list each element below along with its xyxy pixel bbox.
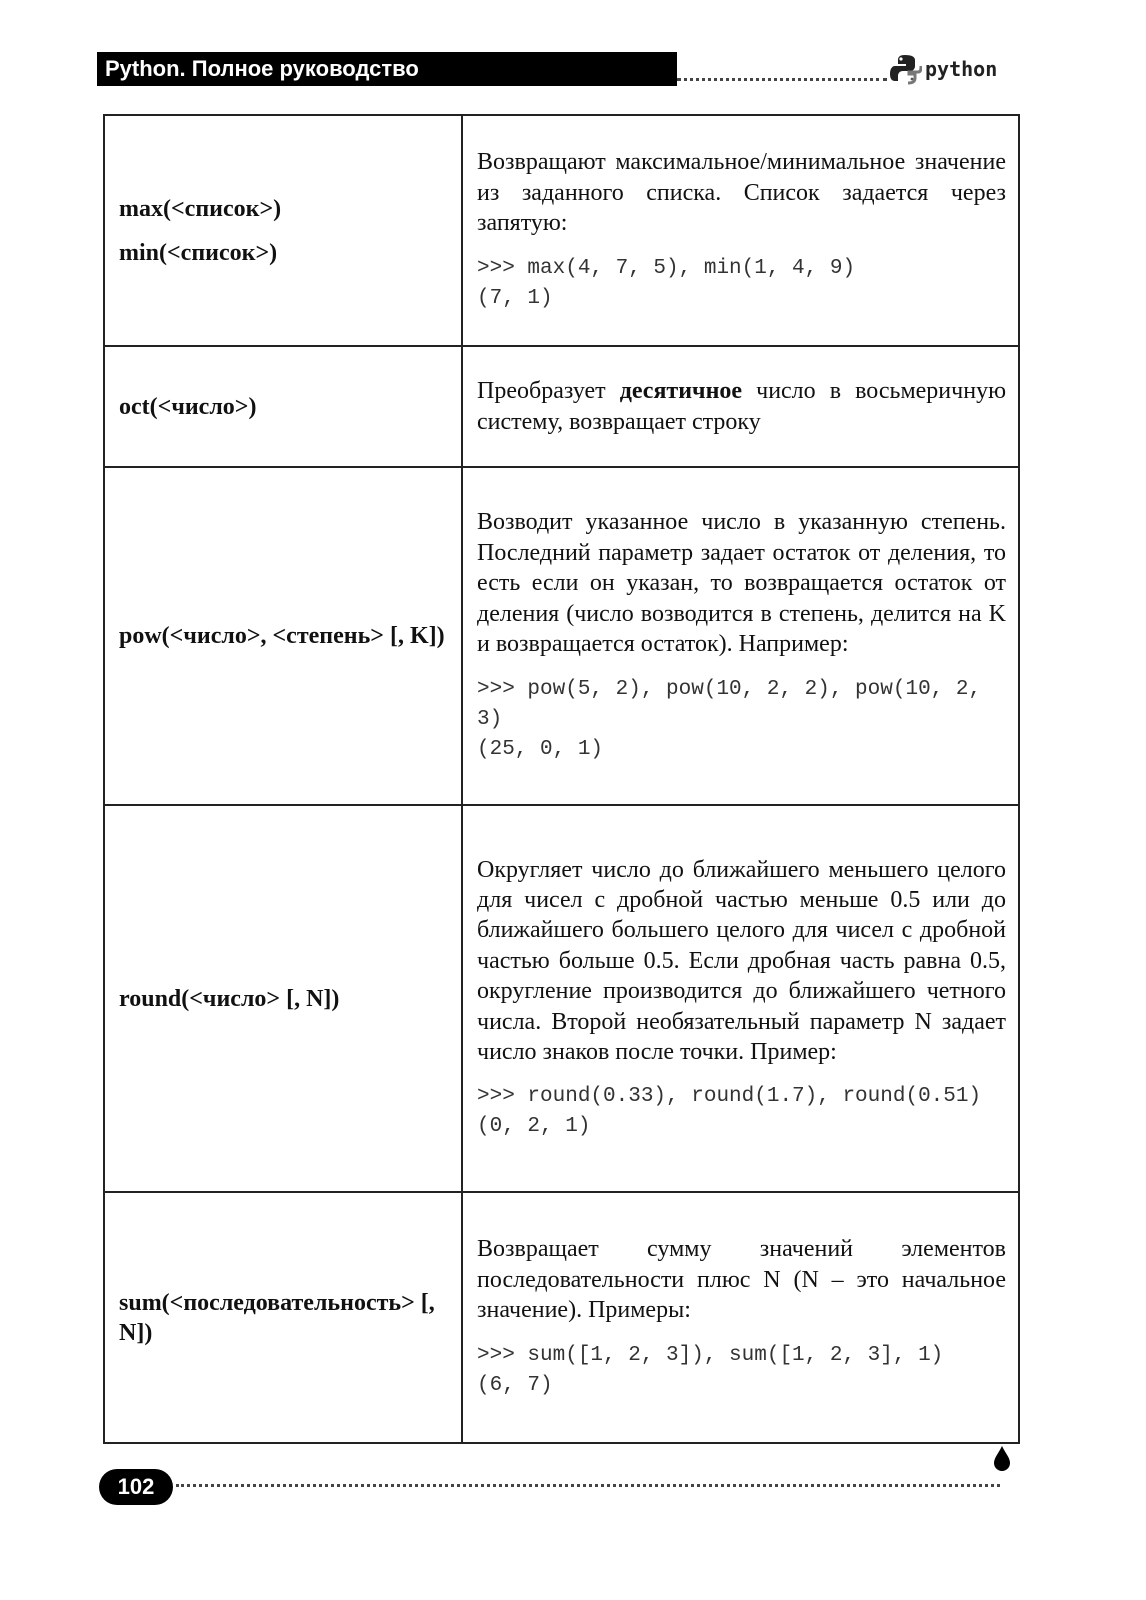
functions-table	[103, 114, 1020, 1444]
code-line: (25, 0, 1)	[477, 737, 604, 761]
python-logo	[888, 52, 1008, 86]
function-description-cell	[462, 467, 1019, 805]
emphasized-term: десятичное	[619, 378, 743, 405]
description-text	[477, 855, 1006, 1068]
description-segment: Возводит указанное число в указанную степень. Последний параметр задает остаток от деления, то есть если он указан, то возвращается остаток от деления (число возводится в степень, делится на K и возвращается остаток). Например:	[477, 509, 1006, 658]
function-description-cell	[462, 346, 1019, 467]
footer-drop-icon	[992, 1444, 1012, 1472]
code-line: (7, 1)	[477, 286, 553, 310]
description-segment: Возвращает сумму значений элементов последовательности плюс N (N – это начальное значение). Примеры:	[477, 1236, 1006, 1324]
description-text	[477, 507, 1006, 659]
description-segment: Округляет число до ближайшего меньшего целого для чисел с дробной частью меньше 0.5 или до ближайшего большего целого для чисел с дробной частью больше 0.5. Если дробная часть равна 0.5, округление производится до ближайшего четного числа. Второй необязательный параметр N задает число знаков после точки. Пример:	[477, 856, 1006, 1066]
function-description-cell	[462, 805, 1019, 1192]
function-signature-cell	[104, 115, 462, 346]
function-description-cell	[462, 115, 1019, 346]
code-line: >>> round(0.33), round(1.7), round(0.51)	[477, 1085, 982, 1109]
function-signature: pow(<число>, <степень> [, K])	[119, 623, 445, 649]
logo-text: python	[925, 57, 998, 81]
code-line: >>> sum([1, 2, 3]), sum([1, 2, 3], 1)	[477, 1343, 944, 1367]
description-segment: число в восьмеричную систему, возвращает строку	[477, 378, 1006, 435]
description-segment: Преобразует	[477, 378, 620, 405]
table-row	[104, 805, 1019, 1192]
function-signature-cell	[104, 467, 462, 805]
code-example	[477, 675, 1006, 765]
function-signature-cell	[104, 805, 462, 1192]
code-line: (6, 7)	[477, 1373, 553, 1397]
function-signature: sum(<последовательность> [, N])	[119, 1289, 435, 1346]
table-row	[104, 346, 1019, 467]
function-signature-cell	[104, 1192, 462, 1443]
code-example	[477, 1082, 1006, 1142]
code-line: (0, 2, 1)	[477, 1115, 591, 1139]
function-signature-cell	[104, 346, 462, 467]
function-signature: min(<список>)	[119, 239, 278, 266]
running-header-title: Python. Полное руководство	[97, 52, 677, 86]
description-text	[477, 1234, 1006, 1325]
page-number: 102	[99, 1469, 173, 1505]
code-example	[477, 1341, 1006, 1401]
header-dotted-rule	[677, 78, 887, 81]
function-description-cell	[462, 1192, 1019, 1443]
function-signature: oct(<число>)	[119, 393, 257, 420]
table-row	[104, 467, 1019, 805]
table-row	[104, 115, 1019, 346]
code-example	[477, 254, 1006, 314]
footer-dotted-rule	[176, 1484, 1000, 1487]
code-line: >>> pow(5, 2), pow(10, 2, 2), pow(10, 2, 3)	[477, 677, 994, 731]
python-snake-icon	[888, 52, 922, 86]
function-signature: max(<список>)	[119, 195, 282, 222]
code-line: >>> max(4, 7, 5), min(1, 4, 9)	[477, 256, 856, 280]
description-text	[477, 147, 1006, 238]
description-segment: Возвращают максимальное/минимальное значение из заданного списка. Список задается через запятую:	[477, 149, 1006, 237]
table-row	[104, 1192, 1019, 1443]
function-signature: round(<число> [, N])	[119, 985, 340, 1012]
description-text	[477, 376, 1006, 437]
